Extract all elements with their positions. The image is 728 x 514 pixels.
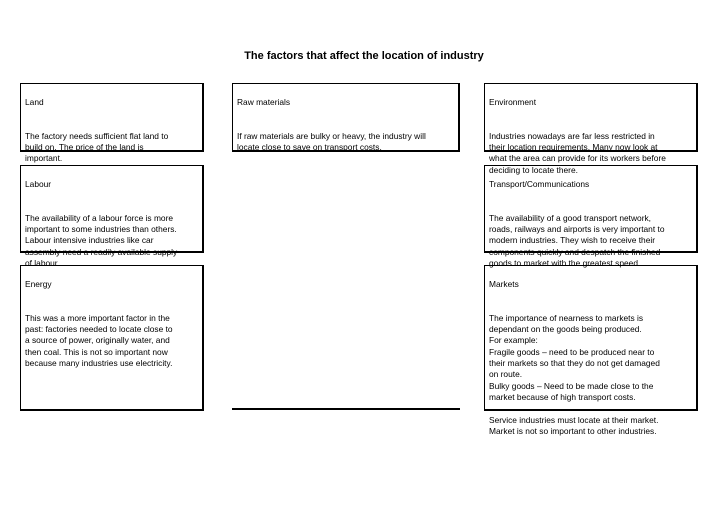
raw-materials-heading: Raw materials — [237, 97, 291, 108]
raw-materials-box — [232, 83, 460, 152]
labour-text: The availability of a labour force is more important to some industries than others. Labour intensive industries like car assembly need a readily available supply of labour. — [25, 212, 178, 269]
transport-text: The availability of a good transport network, roads, railways and airports is very important to modern industries. They wish to receive their components quickly and despatch the finished goods to market with the greatest speed. — [489, 212, 665, 269]
land-heading: Land — [25, 97, 44, 108]
markets-heading: Markets — [489, 279, 519, 290]
transport-box — [484, 165, 698, 269]
energy-box — [20, 265, 204, 411]
page-title: The factors that affect the location of industry — [244, 50, 484, 62]
raw-materials-text: If raw materials are bulky or heavy, the industry will locate close to save on transport costs. — [237, 130, 426, 153]
environment-text: Industries nowadays are far less restricted in their location requirements. Many now look at what the area can provide for its workers before deciding to locate there. — [489, 130, 666, 175]
energy-heading: Energy — [25, 279, 52, 290]
markets-text: The importance of nearness to markets is dependant on the goods being produced. For example: Fragile goods – need to be produced near to their markets so that they do not get damaged on route. Bulky goods – Need to be made close to the market because of high transport costs. Service industries must locate at their market. Market is not so important to other industries. — [489, 312, 660, 436]
center-divider-line — [232, 408, 460, 410]
environment-heading: Environment — [489, 97, 537, 108]
land-text: The factory needs sufficient flat land to build on. The price of the land is important. — [25, 130, 169, 164]
energy-text: This was a more important factor in the past: factories needed to locate close to a source of power, originally water, and then coal. This is not so important now because many industries use electricity. — [25, 312, 173, 369]
transport-heading: Transport/Communications — [489, 179, 590, 190]
markets-box — [484, 265, 698, 436]
labour-heading: Labour — [25, 179, 52, 190]
environment-box — [484, 83, 698, 175]
labour-box — [20, 165, 204, 269]
land-box — [20, 83, 204, 164]
